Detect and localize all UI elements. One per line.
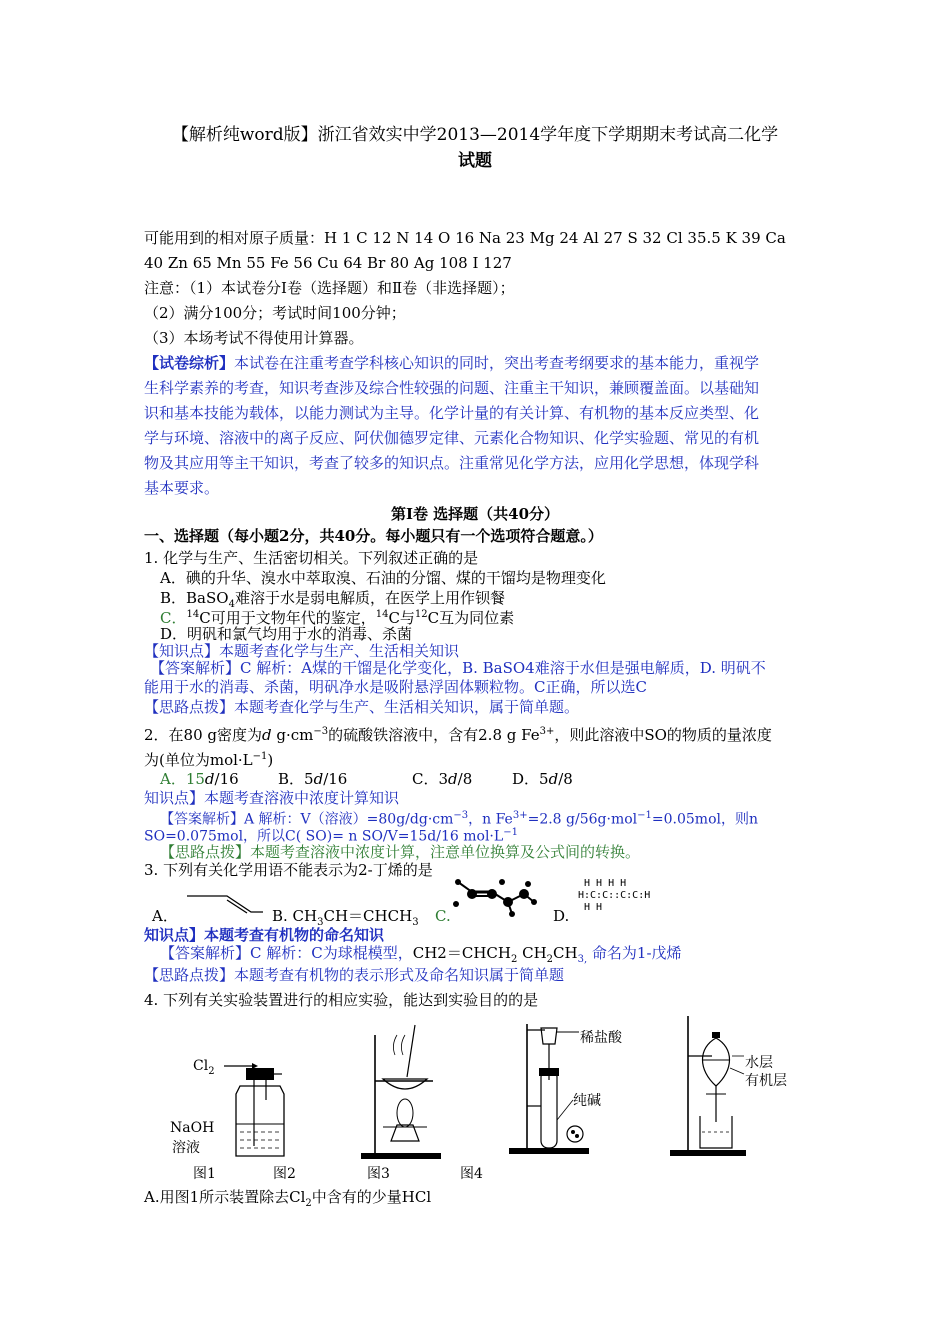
q2-answer-line1: 【答案解析】A 解析：V（溶液）$=80g/dg\cdot cm^{-3}$，n $Fe^{3+}=2.8$ g/56g·mol$^{-1}$=0.05mol，则n — [160, 810, 758, 828]
q1-option-d: D．明矾和氯气均用于水的消毒、杀菌 — [160, 625, 413, 643]
title-line1: 【解析纯word版】浙江省效实中学2013—2014学年度下学期期末考试高二化学 — [171, 125, 779, 145]
q3-option-a: A． — [152, 907, 178, 925]
q2-hint: 【思路点拨】本题考查溶液中浓度计算，注意单位换算及公式间的转换。 — [160, 843, 641, 861]
overview-line1: 【试卷综析】本试卷在注重考查学科核心知识的同时，突出考查考纲要求的基本能力，重视学 — [144, 354, 760, 372]
q1-knowledge: 【知识点】本题考查化学与生产、生活相关知识 — [144, 642, 460, 660]
fig-caption-4: 图4 — [460, 1166, 483, 1182]
q2-stem-line2: 为(单位为$mol\cdot L^{-1}$) — [144, 751, 274, 769]
q1-answer-line2: 能用于水的消毒、杀菌，明矾净水是吸附悬浮固体颗粒物。C正确，所以选C — [144, 678, 647, 696]
fig3-soda-label: 纯碱 — [573, 1093, 601, 1109]
q3-zigzag-formula — [185, 888, 265, 916]
q1-option-c: C．$^{14}$C可用于文物年代的鉴定，$^{14}$C与$^{12}$C互为同位素 — [160, 609, 515, 627]
q2-stem-line1: 2．在80 g密度为d $g\cdot cm^{-3}$的硫酸铁溶液中，含有2.8 g $Fe^{3+}$，则此溶液中SO的物质的量浓度 — [144, 726, 772, 744]
q3-option-b: B. $CH_3CH=CHCH_3$ — [272, 907, 419, 928]
overview-line6: 基本要求。 — [144, 479, 220, 497]
note-1: 注意：（1）本试卷分Ⅰ卷（选择题）和Ⅱ卷（非选择题）； — [144, 279, 515, 297]
fig-caption-3: 图3 — [367, 1166, 390, 1182]
q2-option-a: A．15d/16 — [160, 770, 239, 788]
q1-option-a: A．碘的升华、溴水中萃取溴、石油的分馏、煤的干馏均是物理变化 — [160, 569, 606, 587]
q4-option-a: A.用图1所示装置除去$Cl_2$中含有的少量HCl — [144, 1188, 432, 1209]
fig1-naoh-label: NaOH — [170, 1120, 215, 1136]
fig3-gas-generator — [505, 1020, 595, 1160]
overview-label: 【试卷综析】 — [144, 354, 235, 372]
atomic-mass-line1: 可能用到的相对原子质量：H 1 C 12 N 14 O 16 Na 23 Mg 24 Al 27 S 32 Cl 35.5 K 39 Ca — [144, 229, 786, 247]
fig1-gas-washing-bottle — [210, 1060, 290, 1160]
q1-hint: 【思路点拨】本题考查化学与生产、生活相关知识，属于简单题。 — [144, 698, 580, 716]
q2-answer-line2: SO=0.075mol，所以C( SO)= n SO/V=15d/16 $mol\cdot L^{-1}$ — [144, 827, 518, 845]
q3-knowledge: 知识点】本题考查有机物的命名知识 — [144, 926, 385, 944]
q3-answer: 【答案解析】C 解析：C为球棍模型，$CH2=CHCH_2$ $CH_2CH_{3,}$ 命名为1-戊烯 — [160, 944, 682, 965]
fig1-solution-label: 溶液 — [172, 1140, 200, 1156]
q4-stem: 4. 下列有关实验装置进行的相应实验，能达到实验目的的是 — [144, 991, 539, 1009]
note-2: （2）满分100分；考试时间100分钟； — [144, 304, 406, 322]
fig2-evaporation-apparatus — [355, 1025, 445, 1160]
q3-lewis-structure: H H H H H:C:C::C:C:H H H — [578, 878, 651, 913]
q3-ball-stick-model — [450, 874, 540, 918]
note-3: （3）本场考试不得使用计算器。 — [144, 329, 364, 347]
fig4-organic-label: 有机层 — [745, 1073, 787, 1089]
q2-option-b: B．5d/16 — [278, 770, 348, 788]
overview-line2: 生科学素养的考查，知识考查涉及综合性较强的问题、注重主干知识，兼顾覆盖面。以基础知 — [144, 379, 760, 397]
overview-line4: 学与环境、溶液中的离子反应、阿伏伽德罗定律、元素化合物知识、化学实验题、常见的有机 — [144, 429, 760, 447]
title-line2: 试题 — [458, 151, 492, 171]
part-title: 一、选择题（每小题2分，共40分。每小题只有一个选项符合题意。） — [144, 527, 603, 545]
q1-option-b: B．BaSO$_4$难溶于水是弱电解质，在医学上用作钡餐 — [160, 589, 505, 610]
q3-hint: 【思路点拨】本题考查有机物的表示形式及命名知识属于简单题 — [144, 966, 565, 984]
q1-answer-line1: 【答案解析】C 解析：A煤的干馏是化学变化，B. BaSO4难溶于水但是强电解质，D. 明矾不 — [150, 659, 766, 677]
q3-option-c: C. — [435, 907, 451, 925]
q3-stem: 3. 下列有关化学用语不能表示为2-丁烯的是 — [144, 861, 433, 879]
fig4-water-label: 水层 — [745, 1055, 773, 1071]
q2-option-d: D．5d/8 — [512, 770, 573, 788]
atomic-mass-line2: 40 Zn 65 Mn 55 Fe 56 Cu 64 Br 80 Ag 108 I 127 — [144, 254, 512, 272]
section-title: 第I卷 选择题（共40分） — [390, 505, 560, 523]
fig3-hcl-label: 稀盐酸 — [580, 1030, 622, 1046]
q3-option-d: D. — [553, 907, 570, 925]
q2-knowledge: 知识点】本题考查溶液中浓度计算知识 — [144, 789, 400, 807]
fig4-separation-apparatus — [660, 1012, 750, 1162]
fig-caption-1: 图1 — [193, 1166, 216, 1182]
overview-line5: 物及其应用等主干知识，考查了较多的知识点。注重常见化学方法，应用化学思想，体现学科 — [144, 454, 760, 472]
fig1-cl2-label: $Cl_2$ — [193, 1058, 215, 1077]
overview-line3: 识和基本技能为载体，以能力测试为主导。化学计量的有关计算、有机物的基本反应类型、化 — [144, 404, 760, 422]
q2-option-c: C．3d/8 — [412, 770, 473, 788]
q1-stem: 1. 化学与生产、生活密切相关。下列叙述正确的是 — [144, 549, 479, 567]
fig-caption-2: 图2 — [273, 1166, 296, 1182]
